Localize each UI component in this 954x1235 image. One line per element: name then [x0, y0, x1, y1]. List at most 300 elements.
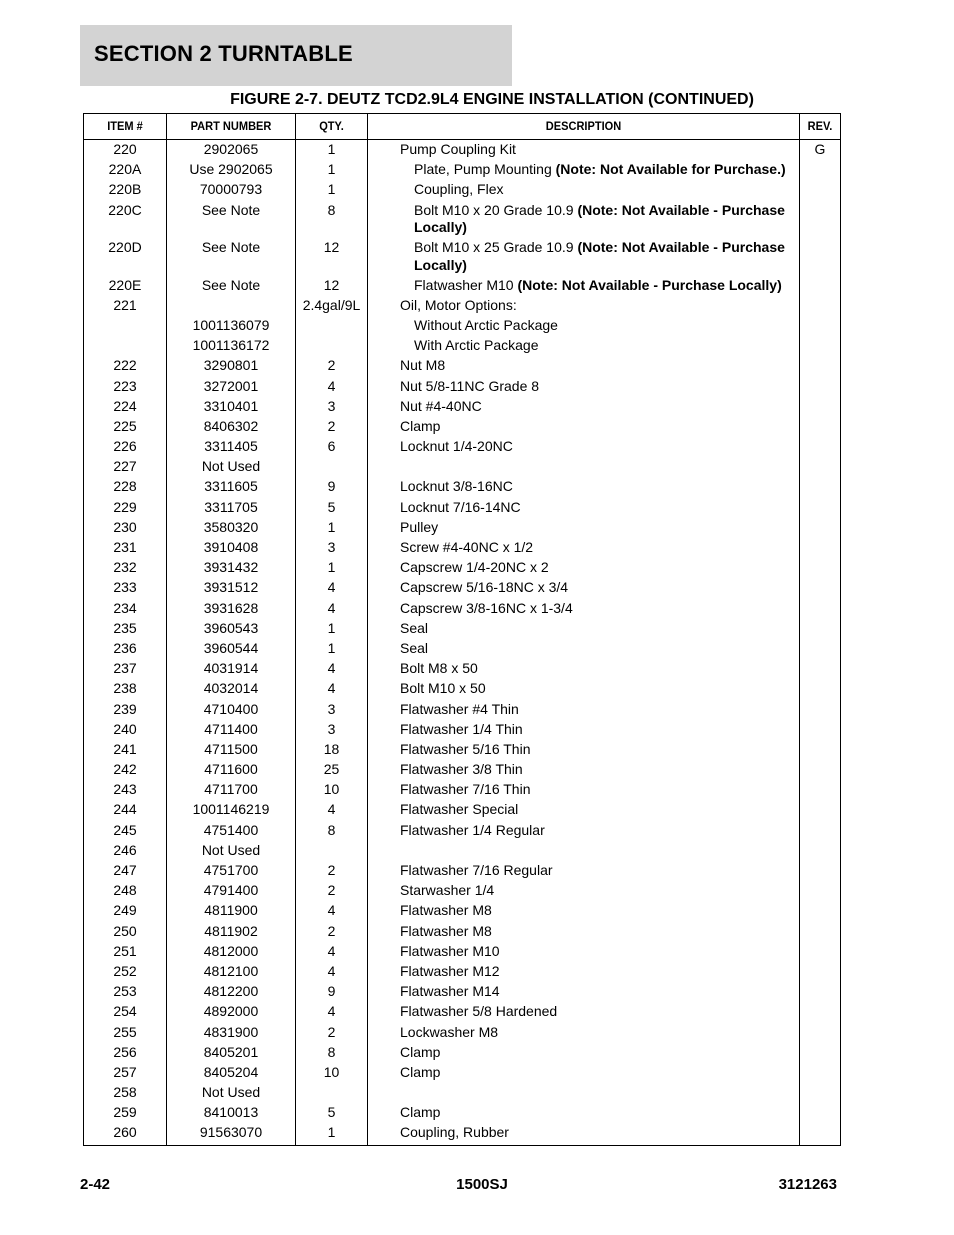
description-text: Flatwasher 5/16 Thin — [400, 740, 531, 757]
quantity: 5 — [327, 1104, 336, 1121]
description-text: Seal — [400, 619, 429, 636]
description-text: Clamp — [400, 1043, 441, 1060]
table-row — [84, 477, 840, 497]
table-row — [84, 1103, 840, 1123]
description — [400, 942, 798, 961]
description-text: Capscrew 5/16-18NC x 3/4 — [400, 579, 569, 596]
description — [400, 740, 798, 759]
item-number: 256 — [113, 1043, 137, 1060]
description-text: Pump Coupling Kit — [400, 141, 516, 157]
quantity: 1 — [327, 161, 336, 178]
item-number: 234 — [113, 599, 137, 616]
description — [414, 201, 800, 237]
quantity: 1 — [327, 141, 336, 157]
description — [400, 639, 798, 658]
quantity: 1 — [327, 619, 336, 636]
item-number: 220E — [108, 276, 142, 293]
part-number: 4811902 — [204, 922, 258, 939]
figure-title: FIGURE 2-7. DEUTZ TCD2.9L4 ENGINE INSTALLATION (CONTINUED) — [230, 91, 754, 108]
item-number: 241 — [113, 740, 137, 757]
table-row — [84, 821, 840, 841]
part-number: 4711600 — [204, 761, 258, 778]
quantity — [296, 336, 367, 337]
item-number: 257 — [113, 1063, 137, 1080]
part-number: 8406302 — [203, 417, 259, 434]
quantity: 25 — [323, 761, 340, 778]
table-row — [84, 140, 840, 160]
item-number: 228 — [113, 478, 137, 495]
quantity: 6 — [327, 438, 336, 455]
part-number: 4751400 — [203, 821, 259, 838]
description — [400, 558, 798, 577]
description-text: Flatwasher Special — [400, 801, 519, 818]
quantity: 1 — [327, 181, 336, 198]
part-number: 3931628 — [203, 599, 259, 616]
description-text: Coupling, Rubber — [400, 1124, 509, 1141]
description-text: Bolt M10 x 50 — [400, 680, 486, 697]
description-text: Bolt M10 x 25 Grade 10.9 — [414, 239, 578, 256]
item-number: 220C — [108, 201, 142, 218]
part-number: 3290801 — [203, 357, 259, 374]
description-text: With Arctic Package — [414, 337, 539, 354]
part-number: See Note — [201, 276, 261, 293]
description — [400, 760, 798, 779]
quantity: 3 — [327, 397, 336, 414]
quantity: 2 — [327, 882, 336, 899]
item-number: 258 — [113, 1084, 137, 1101]
description-text: Bolt M10 x 20 Grade 10.9 — [414, 201, 578, 218]
table-row — [84, 558, 840, 578]
description-text: Flatwasher M14 — [400, 983, 500, 1000]
part-number: 3311405 — [204, 438, 258, 455]
part-number: Use 2902065 — [189, 161, 273, 178]
item-number: 225 — [113, 417, 137, 434]
description — [400, 518, 798, 537]
revision: G — [814, 141, 826, 157]
description — [400, 720, 798, 739]
table-row — [84, 160, 840, 180]
part-number: Not Used — [201, 458, 261, 475]
description-text: Clamp — [400, 1063, 441, 1080]
description — [400, 659, 798, 678]
description — [400, 599, 798, 618]
part-number: 4711500 — [204, 740, 258, 757]
header-description: DESCRIPTION — [545, 119, 622, 133]
quantity — [296, 457, 367, 458]
description-text: Flatwasher M12 — [400, 962, 500, 979]
description — [414, 276, 800, 295]
part-number: 70000793 — [199, 181, 263, 198]
description — [400, 962, 798, 981]
item-number: 224 — [113, 397, 137, 414]
table-row — [84, 1002, 840, 1022]
quantity: 10 — [323, 781, 340, 798]
part-number: 4031914 — [203, 660, 259, 677]
description-text: Flatwasher M8 — [400, 922, 492, 939]
item-number: 220A — [108, 161, 142, 178]
description-text: Seal — [400, 639, 429, 656]
table-row — [84, 397, 840, 417]
part-number: 4812200 — [203, 983, 259, 1000]
table-row — [84, 1023, 840, 1043]
description-text: Flatwasher 3/8 Thin — [400, 761, 523, 778]
quantity: 3 — [327, 700, 336, 717]
part-number: 4812000 — [203, 942, 259, 959]
description — [400, 881, 798, 900]
table-row — [84, 861, 840, 881]
section-banner — [80, 25, 512, 86]
table-row — [84, 800, 840, 820]
quantity — [296, 841, 367, 842]
item-number: 238 — [113, 680, 137, 697]
table-row — [84, 238, 840, 276]
table-row — [84, 619, 840, 639]
table-row — [84, 437, 840, 457]
table-row — [84, 296, 840, 316]
part-number: 4032014 — [203, 680, 259, 697]
description-text: Nut 5/8-11NC Grade 8 — [400, 377, 540, 394]
part-number: 3272001 — [203, 377, 259, 394]
quantity: 4 — [327, 660, 336, 677]
description — [400, 821, 798, 840]
header-item: ITEM # — [107, 119, 143, 133]
description-note: (Note: Not Available - Purchase Locally) — [414, 239, 785, 273]
part-number: 3311705 — [204, 498, 258, 515]
description-text: Pulley — [400, 518, 439, 535]
part-number: 8405201 — [203, 1043, 259, 1060]
quantity: 4 — [327, 942, 336, 959]
table-row — [84, 780, 840, 800]
table-row — [84, 1043, 840, 1063]
quantity: 12 — [323, 276, 340, 293]
item-number: 232 — [113, 559, 137, 576]
description-text: Flatwasher 7/16 Thin — [400, 781, 531, 798]
description — [400, 477, 798, 496]
quantity — [296, 1083, 367, 1084]
part-number: 3311605 — [204, 478, 258, 495]
table-row — [84, 881, 840, 901]
item-number: 226 — [113, 438, 137, 455]
table-row — [84, 982, 840, 1002]
table-row — [84, 1123, 840, 1143]
item-number: 249 — [113, 902, 137, 919]
description — [400, 922, 798, 941]
item-number: 236 — [113, 639, 137, 656]
item-number: 233 — [113, 579, 137, 596]
description — [400, 1043, 798, 1062]
description-text: Oil, Motor Options: — [400, 296, 517, 313]
table-row — [84, 336, 840, 356]
item-number: 244 — [113, 801, 137, 818]
part-number: 4710400 — [203, 700, 259, 717]
description-text: Nut #4-40NC — [400, 397, 482, 414]
table-row — [84, 1083, 840, 1103]
table-row — [84, 276, 840, 296]
table-row — [84, 417, 840, 437]
item-number: 220D — [108, 239, 142, 256]
part-number: See Note — [201, 239, 261, 256]
part-number: 3931512 — [203, 579, 259, 596]
description-text: Locknut 3/8-16NC — [400, 478, 513, 495]
description — [400, 1063, 798, 1082]
item-number: 247 — [113, 862, 137, 878]
description — [400, 356, 798, 375]
part-number: 3910408 — [203, 539, 259, 555]
description — [400, 982, 798, 1001]
quantity: 8 — [327, 201, 336, 218]
quantity: 3 — [327, 539, 336, 555]
description-note: (Note: Not Available for Purchase.) — [555, 161, 786, 178]
description — [414, 160, 800, 179]
item-number: 221 — [113, 296, 137, 313]
table-row — [84, 316, 840, 336]
quantity: 1 — [327, 559, 336, 576]
quantity: 4 — [327, 1003, 336, 1020]
table-row — [84, 679, 840, 699]
part-number: 4892000 — [203, 1003, 259, 1020]
description — [400, 1083, 798, 1084]
part-number: 8410013 — [203, 1104, 259, 1121]
table-row — [84, 740, 840, 760]
quantity: 8 — [327, 1043, 336, 1060]
table-header — [84, 114, 840, 140]
model-name: 1500SJ — [456, 1176, 508, 1193]
quantity: 4 — [327, 801, 336, 818]
table-row — [84, 760, 840, 780]
table-row — [84, 457, 840, 477]
description-text: Capscrew 3/8-16NC x 1-3/4 — [400, 599, 573, 616]
quantity: 9 — [327, 983, 336, 1000]
description-text: Locknut 1/4-20NC — [400, 438, 513, 455]
description — [400, 397, 798, 416]
item-number: 231 — [113, 539, 137, 555]
description-text: Flatwasher #4 Thin — [400, 700, 519, 717]
header-rev: REV. — [807, 119, 833, 133]
description-text: Starwasher 1/4 — [400, 882, 495, 899]
item-number: 248 — [113, 882, 137, 899]
item-number — [84, 336, 166, 337]
description-text: Bolt M8 x 50 — [400, 660, 478, 677]
part-number: 3960544 — [203, 639, 259, 656]
description-text: Flatwasher M10 — [400, 942, 500, 959]
quantity: 2.4gal/9L — [302, 296, 361, 313]
description-text: Locknut 7/16-14NC — [400, 498, 521, 515]
table-body — [84, 140, 840, 1144]
part-number: 91563070 — [199, 1124, 263, 1141]
document-number: 3121263 — [778, 1176, 837, 1193]
part-number: 4812100 — [203, 962, 259, 979]
description — [400, 1123, 798, 1142]
quantity: 1 — [327, 639, 336, 656]
description — [400, 700, 798, 719]
description — [400, 861, 798, 880]
quantity: 10 — [323, 1063, 340, 1080]
item-number: 259 — [113, 1104, 137, 1121]
table-row — [84, 841, 840, 861]
description — [400, 1103, 798, 1122]
item-number: 220 — [113, 141, 137, 157]
quantity — [296, 316, 367, 317]
part-number: 1001136172 — [192, 337, 270, 354]
table-row — [84, 700, 840, 720]
table-row — [84, 901, 840, 921]
part-number: 4811900 — [204, 902, 258, 919]
item-number: 255 — [113, 1023, 137, 1040]
item-number: 253 — [113, 983, 137, 1000]
quantity: 12 — [323, 239, 340, 256]
description — [400, 296, 798, 315]
item-number: 243 — [113, 781, 137, 798]
item-number: 229 — [113, 498, 137, 515]
table-row — [84, 1063, 840, 1083]
description-note: (Note: Not Available - Purchase Locally) — [517, 276, 782, 293]
quantity: 18 — [323, 740, 340, 757]
item-number: 250 — [113, 922, 137, 939]
item-number: 239 — [113, 700, 137, 717]
description — [400, 619, 798, 638]
description-text: Nut M8 — [400, 357, 446, 374]
quantity: 2 — [327, 862, 336, 878]
part-number: 4751700 — [203, 862, 259, 878]
description — [400, 578, 798, 597]
description-text: Flatwasher 5/8 Hardened — [400, 1003, 558, 1020]
description-text: Flatwasher M10 — [414, 276, 518, 293]
quantity: 9 — [327, 478, 336, 495]
description — [400, 417, 798, 436]
table-row — [84, 639, 840, 659]
quantity: 2 — [327, 922, 336, 939]
description-text: Clamp — [400, 1104, 441, 1121]
part-number: Not Used — [201, 841, 261, 858]
item-number: 220B — [108, 181, 142, 198]
part-number: 4831900 — [203, 1023, 259, 1040]
description — [400, 377, 798, 396]
quantity: 2 — [327, 1023, 336, 1040]
description-text: Clamp — [400, 417, 441, 434]
part-number: 4711400 — [204, 720, 258, 737]
page-number: 2-42 — [80, 1176, 111, 1193]
item-number: 227 — [113, 458, 137, 475]
item-number: 237 — [113, 660, 137, 677]
quantity: 5 — [327, 498, 336, 515]
table-row — [84, 377, 840, 397]
description — [400, 1023, 798, 1042]
quantity: 4 — [327, 377, 336, 394]
item-number: 251 — [113, 942, 137, 959]
description-text: Plate, Pump Mounting — [414, 161, 556, 178]
quantity: 4 — [327, 579, 336, 596]
part-number: 1001146219 — [192, 801, 270, 818]
description — [414, 180, 800, 199]
description-note: (Note: Not Available - Purchase Locally) — [414, 201, 785, 236]
item-number: 242 — [113, 761, 137, 778]
quantity: 1 — [327, 1124, 336, 1141]
quantity: 8 — [327, 821, 336, 838]
description-text: Flatwasher 1/4 Regular — [400, 821, 545, 838]
quantity: 2 — [327, 417, 336, 434]
table-row — [84, 201, 840, 239]
table-row — [84, 356, 840, 376]
description — [400, 679, 798, 698]
item-number: 222 — [113, 357, 137, 374]
item-number: 252 — [113, 962, 137, 979]
item-number: 246 — [113, 841, 137, 858]
description-text: Flatwasher 1/4 Thin — [400, 720, 523, 737]
part-number: 3580320 — [203, 518, 259, 535]
section-title: SECTION 2 TURNTABLE — [94, 41, 353, 66]
description-text: Capscrew 1/4-20NC x 2 — [400, 559, 549, 576]
part-number: 3931432 — [203, 559, 259, 576]
description — [400, 457, 798, 458]
description — [400, 437, 798, 456]
description — [400, 800, 798, 819]
table-row — [84, 599, 840, 619]
part-number: 8405204 — [203, 1063, 259, 1080]
part-number: 1001136079 — [192, 316, 270, 333]
description-text: Flatwasher 7/16 Regular — [400, 862, 553, 878]
table-row — [84, 962, 840, 982]
description — [400, 140, 798, 159]
item-number: 240 — [113, 720, 137, 737]
description — [400, 901, 798, 920]
description — [400, 780, 798, 799]
table-row — [84, 922, 840, 942]
table-row — [84, 518, 840, 538]
description-text: Without Arctic Package — [414, 316, 558, 333]
item-number: 245 — [113, 821, 137, 838]
table-row — [84, 720, 840, 740]
description-text: Lockwasher M8 — [400, 1023, 499, 1040]
part-number: 4791400 — [203, 882, 259, 899]
part-number: 4711700 — [204, 781, 258, 798]
part-number: Not Used — [201, 1084, 261, 1101]
part-number — [167, 296, 295, 297]
header-qty: QTY. — [319, 119, 344, 133]
description-text: Flatwasher M8 — [400, 902, 492, 919]
quantity: 2 — [327, 357, 336, 374]
description-text: Coupling, Flex — [414, 181, 504, 198]
table-row — [84, 498, 840, 518]
table-row — [84, 180, 840, 200]
description — [414, 238, 800, 274]
item-number: 223 — [113, 377, 137, 394]
item-number: 230 — [113, 518, 137, 535]
quantity: 1 — [327, 518, 336, 535]
description — [414, 316, 800, 335]
description — [400, 1002, 798, 1021]
quantity: 4 — [327, 962, 336, 979]
quantity: 3 — [327, 720, 336, 737]
item-number — [84, 316, 166, 317]
item-number: 254 — [113, 1003, 137, 1020]
part-number: 3310401 — [203, 397, 259, 414]
quantity: 4 — [327, 680, 336, 697]
item-number: 235 — [113, 619, 137, 636]
description-text: Screw #4-40NC x 1/2 — [400, 539, 534, 555]
quantity: 4 — [327, 599, 336, 616]
description — [414, 336, 800, 355]
parts-table — [83, 113, 841, 1146]
item-number: 260 — [113, 1124, 137, 1141]
table-row — [84, 578, 840, 598]
description — [400, 841, 798, 842]
table-row — [84, 538, 840, 558]
part-number: 3960543 — [203, 619, 259, 636]
table-row — [84, 942, 840, 962]
description — [400, 498, 798, 517]
header-part-number: PART NUMBER — [190, 119, 272, 133]
part-number: 2902065 — [203, 141, 259, 157]
